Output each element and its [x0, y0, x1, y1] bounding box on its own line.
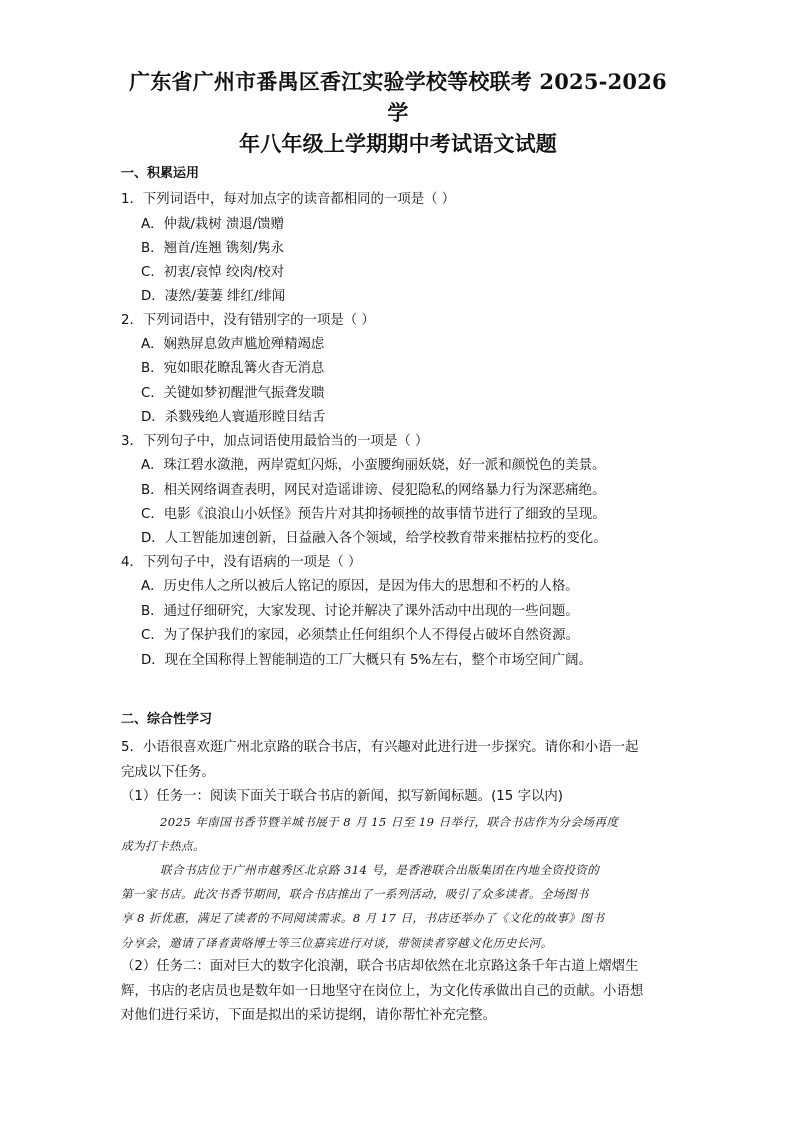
news-paragraph-1-line-1: 2025 年南国书香节暨羊城书展于 8 月 15 日至 19 日举行，联合书店作为分会场再度 [160, 815, 619, 829]
question-5-intro-line-2: 完成以下任务。 [121, 765, 215, 780]
question-2-option-a: A．娴熟屏息敛声尴尬殚精竭虑 [141, 337, 325, 352]
task-2-line-2: 辉，书店的老店员也是数年如一日地坚守在岗位上，为文化传承做出自己的贡献。小语想 [121, 984, 644, 999]
question-4-option-a: A．历史伟人之所以被后人铭记的原因，是因为伟大的思想和不朽的人格。 [141, 579, 579, 594]
title-line-2: 年八年级上学期期中考试语文试题 [239, 131, 557, 156]
question-1-option-c: C．初衷/哀悼 绞肉/校对 [141, 265, 285, 280]
question-2-option-c: C．关键如梦初醒泄气振聋发聩 [141, 386, 325, 401]
question-5-intro-line-1: 5．小语很喜欢逛广州北京路的联合书店，有兴趣对此进行进一步探究。请你和小语一起 [121, 740, 639, 755]
exam-title [118, 66, 678, 159]
question-3-stem: 3．下列句子中，加点词语使用最恰当的一项是（ ） [121, 434, 429, 449]
section-heading-accumulation: 一、积累运用 [121, 166, 200, 181]
task-2-line-3: 对他们进行采访，下面是拟出的采访提纲，请你帮忙补充完整。 [121, 1008, 496, 1023]
news-paragraph-2-line-2: 第一家书店。此次书香节期间，联合书店推出了一系列活动，吸引了众多读者。全场图书 [121, 887, 589, 901]
question-4-option-b: B．通过仔细研究，大家发现、讨论并解决了课外活动中出现的一些问题。 [141, 604, 579, 619]
question-2-option-d: D．杀戮残绝人寰遁形瞠目结舌 [141, 410, 326, 425]
question-2-option-b: B．宛如眼花瞭乱篝火杳无消息 [141, 361, 325, 376]
question-3-option-b: B．相关网络调查表明，网民对造谣诽谤、侵犯隐私的网络暴力行为深恶痛绝。 [141, 483, 606, 498]
news-paragraph-1-line-2: 成为打卡热点。 [121, 839, 205, 853]
question-4-option-d: D．现在全国称得上智能制造的工厂大概只有 5%左右，整个市场空间广阔。 [141, 653, 592, 668]
question-1-option-b: B．翘首/连翘 镌刻/隽永 [141, 241, 284, 256]
question-1-stem: 1．下列词语中，每对加点字的读音都相同的一项是（ ） [121, 192, 456, 207]
news-paragraph-2-line-4: 分享会，邀请了译者黄咯博士等三位嘉宾进行对谈，带领读者穿越文化历史长河。 [121, 936, 553, 950]
task-1-instruction: （1）任务一：阅读下面关于联合书店的新闻，拟写新闻标题。(15 字以内) [121, 789, 563, 804]
question-2-stem: 2．下列词语中，没有错别字的一项是（ ） [121, 313, 375, 328]
question-3-option-d: D．人工智能加速创新，日益融入各个领域，给学校教育带来摧枯拉朽的变化。 [141, 531, 607, 546]
question-1-option-d: D．凄然/萋萋 绯红/绯闻 [141, 289, 286, 304]
question-1-option-a: A．仲裁/栽树 溃退/馈赠 [141, 217, 284, 232]
news-paragraph-2-line-3: 享 8 折优惠，满足了读者的不同阅读需求。8 月 17 日，书店还举办了《文化的故事》图书 [121, 911, 605, 925]
question-3-option-c: C．电影《浪浪山小妖怪》预告片对其抑扬顿挫的故事情节进行了细致的呈现。 [141, 507, 606, 522]
question-4-stem: 4．下列句子中，没有语病的一项是（ ） [121, 555, 362, 570]
section-heading-integrated-learning: 二、综合性学习 [121, 712, 213, 727]
question-3-option-a: A．珠江碧水潋滟，两岸霓虹闪烁，小蛮腰绚丽妖娆，好一派和颜悦色的美景。 [141, 458, 606, 473]
news-paragraph-2-line-1: 联合书店位于广州市越秀区北京路 314 号，是香港联合出版集团在内地全资投资的 [160, 863, 600, 877]
title-line-1: 广东省广州市番禺区香江实验学校等校联考 2025-2026 学 [129, 69, 667, 125]
question-4-option-c: C．为了保护我们的家园，必须禁止任何组织个人不得侵占破坏自然资源。 [141, 628, 579, 643]
task-2-line-1: （2）任务二：面对巨大的数字化浪潮，联合书店却依然在北京路这条千年古道上熠熠生 [121, 959, 639, 974]
